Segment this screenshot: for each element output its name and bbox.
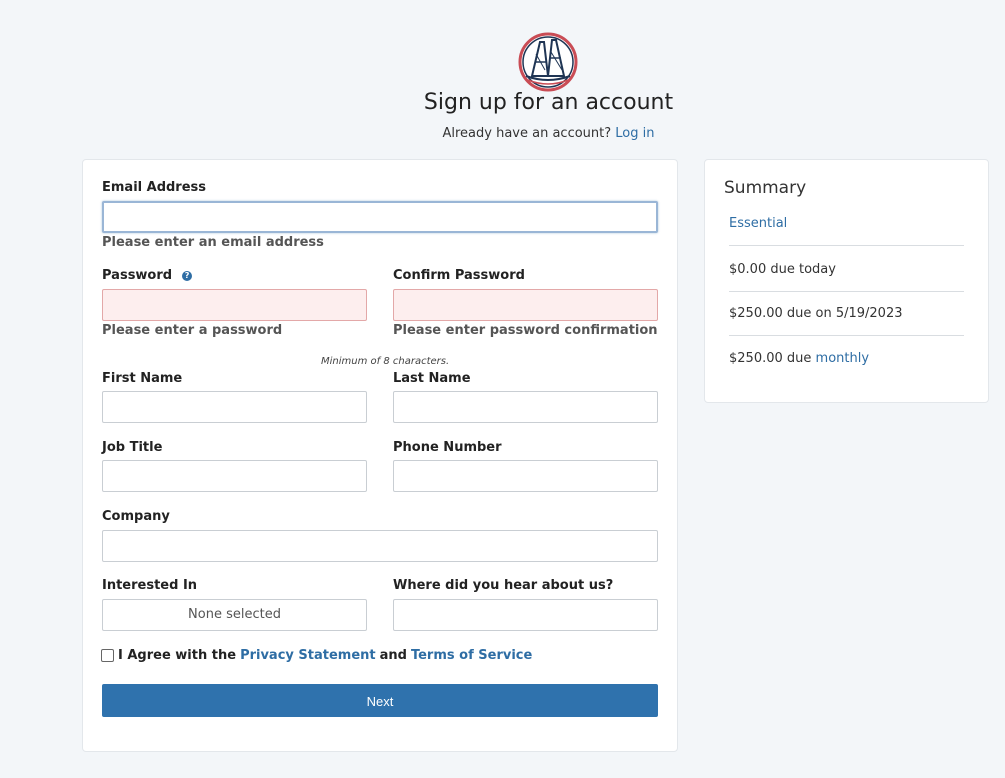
interested-in-select[interactable]: None selected <box>102 599 367 631</box>
help-icon[interactable]: ? <box>182 271 192 281</box>
first-name-label: First Name <box>102 371 183 386</box>
agree-and: and <box>379 648 407 663</box>
agree-checkbox[interactable] <box>101 649 114 662</box>
company-logo <box>518 32 578 92</box>
referral-input[interactable] <box>393 599 658 631</box>
login-prompt-text: Already have an account? <box>442 126 612 141</box>
summary-due-on: $250.00 due on 5/19/2023 <box>729 291 964 336</box>
password-error: Please enter a password <box>102 323 283 338</box>
login-link[interactable]: Log in <box>615 126 655 141</box>
login-prompt <box>0 126 1005 141</box>
email-input[interactable] <box>102 201 658 233</box>
privacy-statement-link[interactable]: Privacy Statement <box>240 648 376 663</box>
last-name-input[interactable] <box>393 391 658 423</box>
phone-number-input[interactable] <box>393 460 658 492</box>
password-label-group <box>102 268 192 283</box>
job-title-label: Job Title <box>102 440 163 455</box>
summary-title: Summary <box>724 178 807 198</box>
summary-due-today: $0.00 due today <box>729 247 964 292</box>
password-label: Password <box>102 268 173 283</box>
referral-label: Where did you hear about us? <box>393 578 614 593</box>
summary-recurring <box>729 336 964 381</box>
confirm-password-input[interactable] <box>393 289 658 321</box>
email-error: Please enter an email address <box>102 235 324 250</box>
confirm-password-label: Confirm Password <box>393 268 525 283</box>
terms-of-service-link[interactable]: Terms of Service <box>410 648 533 663</box>
agree-row <box>101 648 536 663</box>
password-hint: Minimum of 8 characters. <box>321 356 450 367</box>
company-label: Company <box>102 509 170 524</box>
summary-recurring-link[interactable]: monthly <box>815 351 870 366</box>
agree-prefix: I Agree with the <box>118 648 237 663</box>
company-input[interactable] <box>102 530 658 562</box>
email-label: Email Address <box>102 180 207 195</box>
next-button[interactable]: Next <box>102 684 658 717</box>
phone-number-label: Phone Number <box>393 440 502 455</box>
confirm-password-error: Please enter password confirmation <box>393 323 658 338</box>
summary-recurring-prefix: $250.00 due <box>729 351 812 366</box>
page-title: Sign up for an account <box>423 90 674 115</box>
last-name-label: Last Name <box>393 371 471 386</box>
summary-plan[interactable]: Essential <box>729 201 964 246</box>
first-name-input[interactable] <box>102 391 367 423</box>
job-title-input[interactable] <box>102 460 367 492</box>
interested-in-label: Interested In <box>102 578 198 593</box>
password-input[interactable] <box>102 289 367 321</box>
